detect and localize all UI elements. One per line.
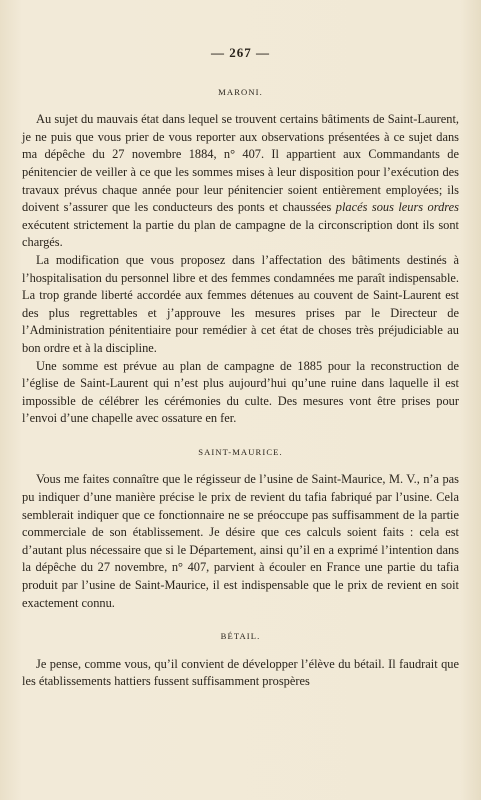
page-number: — 267 — — [211, 45, 270, 60]
text-run: La modification que vous proposez dans l’affectation des bâtiments destinés à l’hospitalisation du personnel libre et des femmes condamnées me paraît indispensable. La trop grande liberté accordée aux femmes détenues au couvent de Saint-Laurent est des plus regrettables et j’approuve les mesures prises par le Directeur de l’Administration pénitentiaire pour remédier à cet état de choses très préjudiciable au bon ordre et à la discipline. — [22, 252, 459, 355]
paragraph — [22, 358, 459, 428]
section-saint-maurice — [22, 444, 459, 612]
section-heading: BÉTAIL. — [220, 631, 261, 642]
paragraph — [22, 471, 459, 612]
text-run: Je pense, comme vous, qu’il convient de développer l’élève du bétail. Il faudrait que les établissements hattiers fussent suffisamment prospères — [22, 656, 459, 689]
section-betail — [22, 628, 459, 691]
text-run: Au sujet du mauvais état dans lequel se trouvent certains bâtiments de Saint-Laurent, je ne puis que vous prier de vous reporter aux observations présentées à ce sujet dans ma dépêche du 27 novembre 1884, n° 407. Il appartient aux Commandants de pénitencier de veiller à ce que les sommes mises à leur disposition pour l’exécution des travaux prévus chaque année pour leur pénitencier soient entièrement employées; ils doivent s’assurer que les conducteurs des ponts et chaussées — [22, 112, 459, 215]
section-maroni — [22, 84, 459, 428]
section-heading: SAINT-MAURICE. — [198, 446, 283, 457]
italic-text-run: placés sous leurs ordres — [335, 200, 459, 215]
page-content — [22, 44, 459, 691]
paragraph — [22, 111, 459, 252]
paragraph — [22, 656, 459, 691]
text-run: exécutent strictement la partie du plan de campagne de la circonscription dont ils sont chargés. — [22, 217, 459, 250]
section-heading: MARONI. — [218, 86, 263, 97]
paragraph — [22, 252, 459, 358]
text-run: Vous me faites connaître que le régisseur de l’usine de Saint-Maurice, M. V., n’a pas pu indiquer d’une manière précise le prix de revient du tafia fabriqué par l’usine. Cela semblerait indiquer que ce fonctionnaire ne se préoccupe pas suffisamment de la partie commerciale de son établissement. Je désire que ces calculs soient faits : cela est d’autant plus nécessaire que si le Département, ainsi qu’il en a exprimé l’intention dans la dépêche du 27 novembre, n° 407, parvient à écouler en France une partie du tafia produit par l’usine de Saint-Maurice, il est indispensable que le prix de revient en soit exactement connu. — [22, 472, 459, 610]
text-run: Une somme est prévue au plan de campagne de 1885 pour la reconstruction de l’église de Saint-Laurent qui n’est plus aujourd’hui qu’une ruine dans laquelle il est impossible de célébrer les cérémonies du culte. Des mesures vont être prises pour l’envoi d’une chapelle avec ossature en fer. — [22, 358, 459, 426]
